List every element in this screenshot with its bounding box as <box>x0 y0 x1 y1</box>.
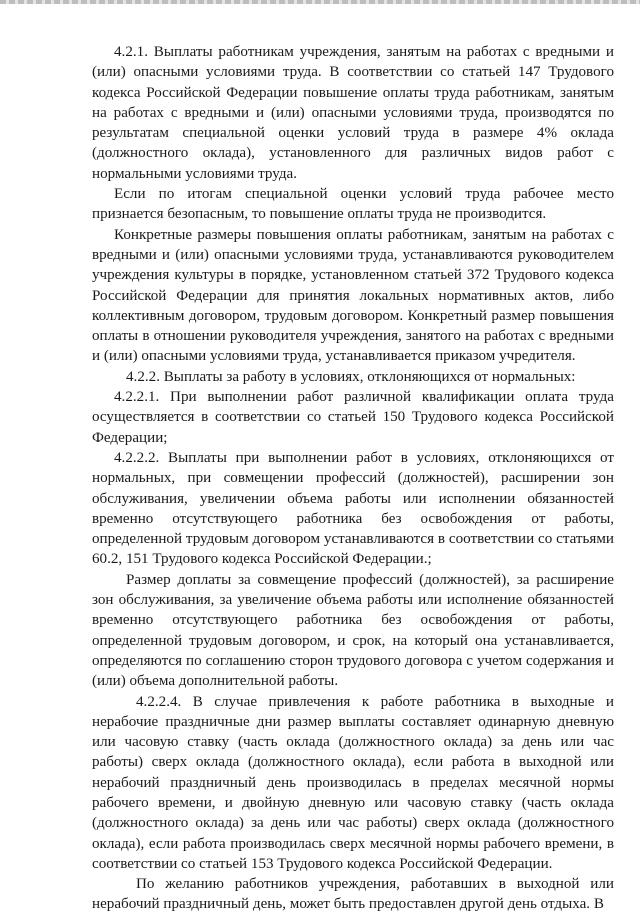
paragraph-4-2-2-2: 4.2.2.2. Выплаты при выполнении работ в условиях, отклоняющихся от нормальных, при совмещении профессий (должностей), расширении зон обслуживания, увеличении объема работы или исполнении обязанностей временно отсутствующего работника без освобождения от работы, определенной трудовым договором устанавливаются в соответствии со статьями 60.2, 151 Трудового кодекса Российской Федерации.; <box>92 449 614 568</box>
paragraph-4-2-2-1: 4.2.2.1. При выполнении работ различной квалификации оплата труда осуществляется в соответствии со статьей 150 Трудового кодекса Российской Федерации; <box>92 389 614 446</box>
paragraph-day-off: По желанию работников учреждения, работавших в выходной или нерабочий праздничный день, может быть предоставлен другой день отдыха. В <box>92 876 614 913</box>
paragraph-4-2-1: 4.2.1. Выплаты работникам учреждения, занятым на работах с вредными и (или) опасными условиями труда. В соответствии со статьей 147 Трудового кодекса Российской Федерации повышение оплаты труда работникам, занятым на работах с вредными и (или) опасными условиями труда, производятся по результатам специальной оценки условий труда в размере 4% оклада (должностного оклада), установленного для различных видов работ с нормальными условиями труда. <box>92 44 614 182</box>
document-body <box>92 42 614 915</box>
paragraph-specific-amounts: Конкретные размеры повышения оплаты работникам, занятым на работах с вредными и (или) опасными условиями труда, устанавливаются руководителем учреждения культуры в порядке, установленном статьей 372 Трудового кодекса Российской Федерации для принятия локальных нормативных актов, либо коллективным договором, трудовым договором. Конкретный размер повышения оплаты в отношении руководителя учреждения, занятого на работах с вредными и (или) опасными условиями труда, устанавливается приказом учредителя. <box>92 226 614 365</box>
paragraph-4-2-2-4: 4.2.2.4. В случае привлечения к работе работника в выходные и нерабочие праздничные дни размер выплаты составляет одинарную дневную или часовую ставку (часть оклада (должностного оклада) за день или час работы) сверх оклада (должностного оклада), если работа в выходной или нерабочий праздничный день производилась в пределах месячной нормы рабочего времени, и двойную дневную или часовую ставку (часть оклада (должностного оклада) за день или час работы) сверх оклада (должностного оклада), если работа производилась сверх месячной нормы рабочего времени, в соответствии со статьей 153 Трудового кодекса Российской Федерации. <box>92 693 614 872</box>
scan-top-border <box>0 0 640 4</box>
paragraph-safe-workplace: Если по итогам специальной оценки условий труда рабочее место признается безопасным, то повышение оплаты труда не производится. <box>92 186 614 223</box>
paragraph-combination-surcharge: Размер доплаты за совмещение профессий (должностей), за расширение зон обслуживания, за увеличение объема работы или исполнение обязанностей временно отсутствующего работника без освобождения от работы, определенной трудовым договором, и срок, на который она устанавливается, определяются по соглашению сторон трудового договора с учетом содержания и (или) объема дополнительной работы. <box>92 571 614 690</box>
paragraph-4-2-2: 4.2.2. Выплаты за работу в условиях, отклоняющихся от нормальных: <box>126 368 576 385</box>
